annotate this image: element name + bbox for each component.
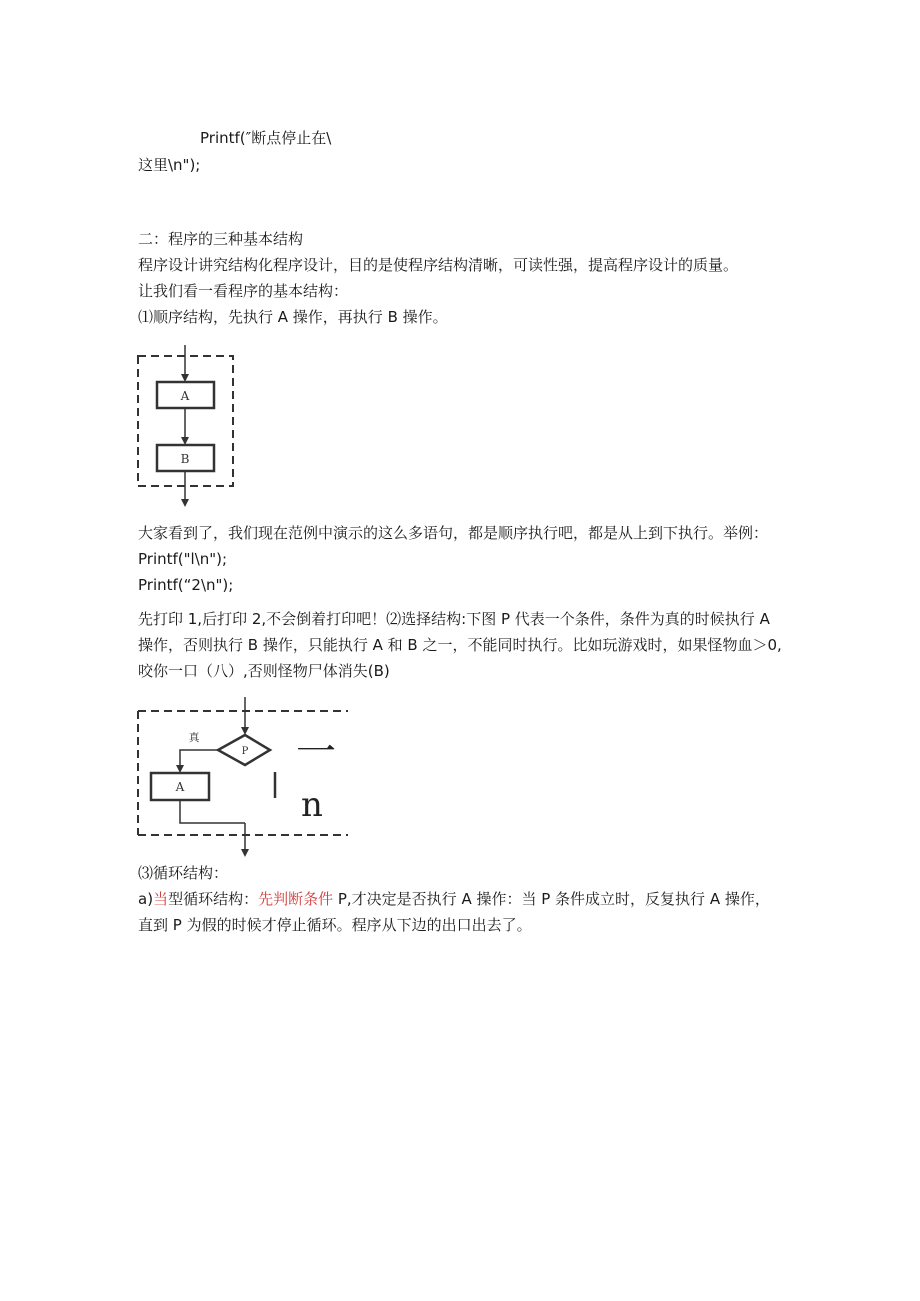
code-line-1: Printf(″断点停止在\ [200, 129, 332, 147]
code-line-2: 这里\n"); [138, 156, 201, 174]
loop-item-marker: a) [138, 890, 154, 908]
selection-condition-label: P [241, 746, 249, 757]
loop-type-text: 型循环结构： [168, 890, 259, 908]
selection-overlay-dash: 一 [296, 729, 336, 775]
selection-structure-diagram [130, 695, 350, 860]
selection-true-label: 真 [188, 731, 200, 744]
loop-paragraph-2: 直到 P 为假的时候才停止循环。程序从下边的出口出去了。 [138, 916, 532, 934]
selection-overlay-n: n [301, 785, 323, 825]
loop-condition-highlight: 先判断条件 [258, 890, 334, 908]
code-example-2: Printf(“2\n"); [138, 576, 234, 594]
paragraph-selection-3: 咬你一口（八）,否则怪物尸体消失(B) [138, 662, 390, 680]
paragraph-selection-2: 操作，否则执行 B 操作，只能执行 A 和 B 之一，不能同时执行。比如玩游戏时，如果怪物血＞0, [138, 636, 782, 654]
code-example-1: Printf("l\n"); [138, 550, 228, 568]
sequence-structure-diagram [130, 340, 240, 510]
paragraph-structured-programming: 程序设计讲究结构化程序设计，目的是使程序结构清晰，可读性强，提高程序设计的质量。 [138, 256, 739, 274]
paragraph-sequential-execution: 大家看到了，我们现在范例中演示的这么多语句，都是顺序执行吧，都是从上到下执行。举例： [138, 524, 769, 542]
selection-box-a-label: A [175, 780, 185, 794]
sequence-box-a-label: A [180, 389, 190, 403]
loop-paragraph-1 [138, 889, 770, 909]
loop-description-text: P,才决定是否执行 A 操作：当 P 条件成立时，反复执行 A 操作， [333, 890, 770, 908]
selection-true-branch [180, 750, 218, 771]
loop-heading: ⑶循环结构： [138, 864, 229, 882]
sequence-exit-arrowhead [181, 499, 189, 507]
selection-a-to-merge [180, 800, 245, 823]
sequence-box-b-label: B [180, 452, 190, 466]
section-title: 二：程序的三种基本结构 [138, 230, 304, 248]
loop-while-highlight: 当 [153, 890, 169, 908]
sequence-heading: ⑴顺序结构，先执行 A 操作，再执行 B 操作。 [138, 308, 448, 326]
paragraph-basic-structures: 让我们看一看程序的基本结构： [138, 282, 349, 300]
selection-exit-arrowhead [241, 849, 249, 857]
paragraph-selection-1: 先打印 1,后打印 2,不会倒着打印吧！⑵选择结构:下图 P 代表一个条件，条件为真的时候执行 A [138, 610, 770, 628]
